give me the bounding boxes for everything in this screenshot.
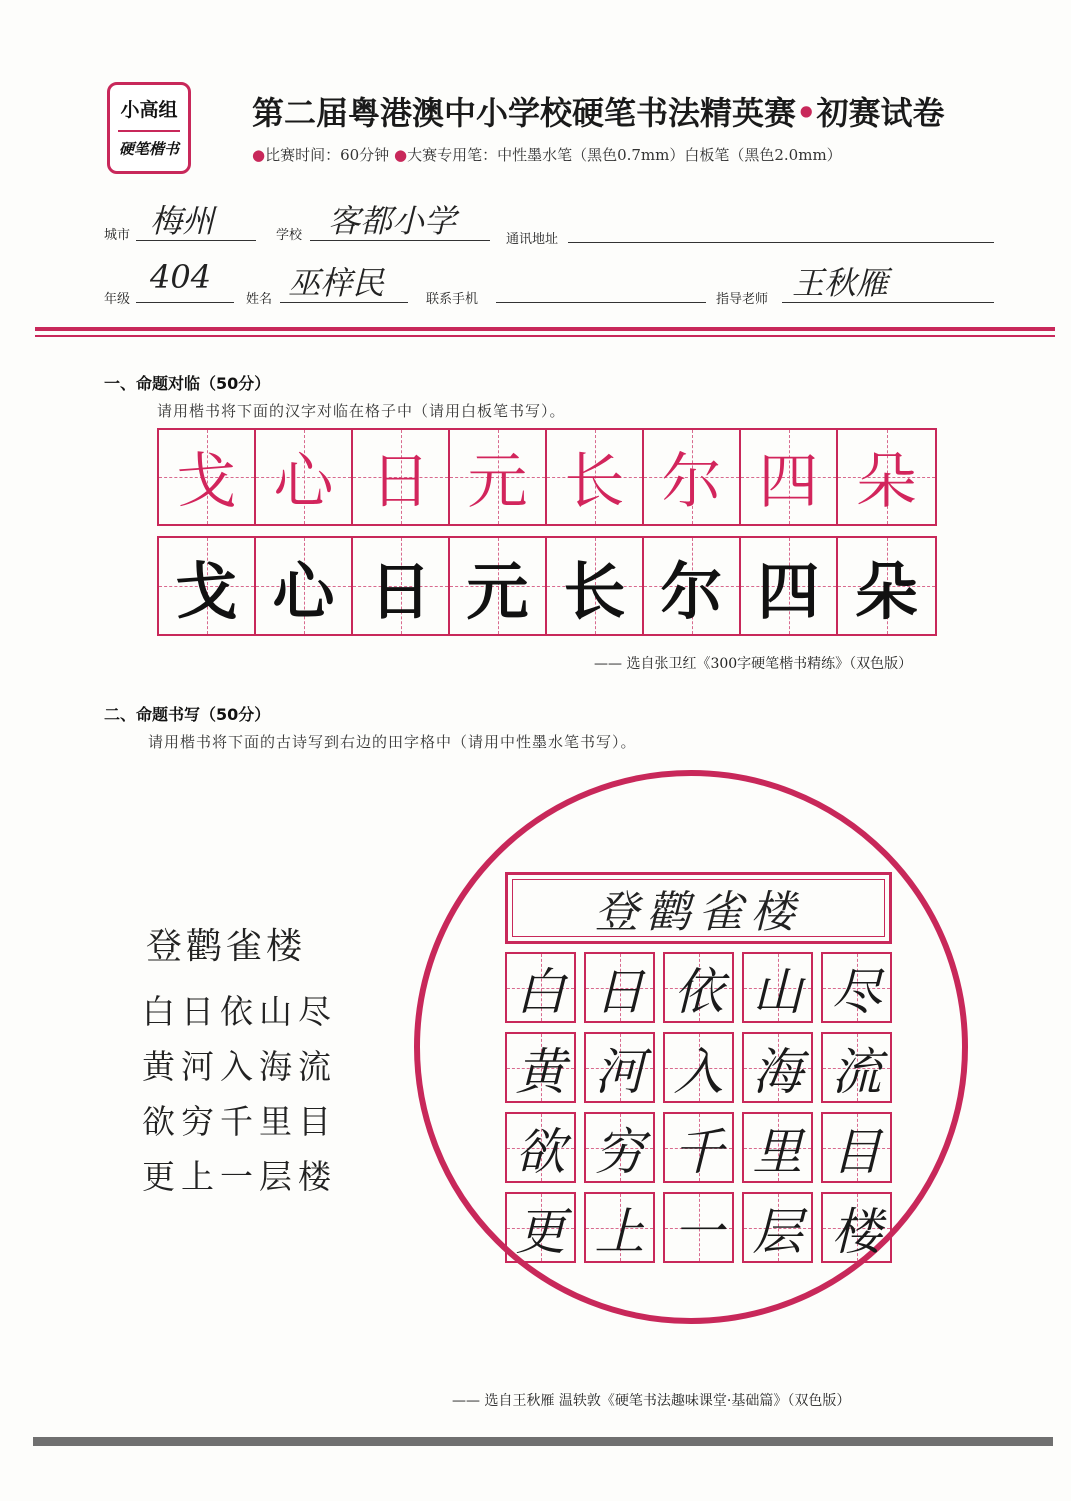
section1-instruction: 请用楷书将下面的汉字对临在格子中（请用白板笔书写）。 <box>157 402 566 420</box>
model-grid <box>157 428 937 526</box>
grid-row <box>505 1192 892 1263</box>
model-char: 尔 <box>661 447 722 517</box>
phone-field[interactable] <box>496 302 706 303</box>
model-char: 戈 <box>176 447 237 517</box>
phone-label: 联系手机 <box>426 292 479 307</box>
model-char: 四 <box>758 447 819 517</box>
written-char: 更 <box>515 1202 566 1261</box>
written-title: 登鹳雀楼 <box>512 879 885 937</box>
exam-subtitle <box>252 144 1012 165</box>
written-char: 朵 <box>855 554 918 628</box>
bullet-icon: ● <box>252 146 266 164</box>
written-char: 日 <box>369 554 432 628</box>
address-field[interactable] <box>568 242 994 243</box>
written-char: 依 <box>673 962 724 1021</box>
written-char: 里 <box>752 1122 803 1181</box>
name-field[interactable]: 巫梓民 <box>288 264 385 302</box>
grid-row <box>505 1032 892 1103</box>
section2-instruction: 请用楷书将下面的古诗写到右边的田字格中（请用中性墨水笔书写）。 <box>148 733 637 751</box>
grid-cell[interactable] <box>742 1032 813 1103</box>
grid-cell[interactable] <box>821 1112 892 1183</box>
grid-cell[interactable] <box>584 1192 655 1263</box>
grade-label: 年级 <box>104 292 131 307</box>
grid-cell[interactable] <box>584 1032 655 1103</box>
grade-field[interactable]: 404 <box>150 258 212 296</box>
title-main: 第二届粤港澳中小学校硬笔书法精英赛 <box>252 94 797 132</box>
grid-cell[interactable] <box>505 1192 576 1263</box>
title-dot: • <box>796 94 817 132</box>
footer-bar <box>33 1437 1053 1446</box>
city-field[interactable]: 梅州 <box>150 202 215 240</box>
model-cell <box>741 430 838 524</box>
poem-line: 欲穷千里目 <box>142 1102 337 1141</box>
name-label: 姓名 <box>246 292 273 307</box>
grid-cell[interactable] <box>821 1192 892 1263</box>
written-char: 戈 <box>175 554 238 628</box>
written-char: 尽 <box>831 962 882 1021</box>
title-tail: 初赛试卷 <box>816 94 945 132</box>
model-cell <box>353 430 450 524</box>
group-badge <box>107 82 191 174</box>
written-char: 流 <box>831 1042 882 1101</box>
copy-cell[interactable] <box>353 538 450 634</box>
copy-cell[interactable] <box>741 538 838 634</box>
written-char: 山 <box>752 962 803 1021</box>
badge-group-label: 小高组 <box>120 99 178 121</box>
written-char: 穷 <box>594 1122 645 1181</box>
written-char: 四 <box>757 554 820 628</box>
grid-cell[interactable] <box>505 952 576 1023</box>
poem-line: 白日依山尽 <box>142 992 337 1031</box>
writing-grid[interactable] <box>505 952 892 1272</box>
grid-cell[interactable] <box>742 1192 813 1263</box>
model-cell <box>256 430 353 524</box>
header-divider-thin <box>35 335 1055 337</box>
written-char: 河 <box>594 1042 645 1101</box>
page-title <box>252 88 1032 134</box>
copy-cell[interactable] <box>644 538 741 634</box>
model-cell <box>159 430 256 524</box>
section2-heading: 二、命题书写（50分） <box>104 705 271 724</box>
subtitle-time: 比赛时间：60分钟 <box>265 146 390 164</box>
copy-cell[interactable] <box>159 538 256 634</box>
written-char: 心 <box>272 554 335 628</box>
city-label: 城市 <box>104 228 131 243</box>
bullet-icon: ● <box>393 146 408 164</box>
grid-cell[interactable] <box>742 952 813 1023</box>
written-char: 长 <box>563 554 626 628</box>
copy-cell[interactable] <box>450 538 547 634</box>
model-cell <box>838 430 935 524</box>
written-char: 海 <box>752 1042 803 1101</box>
written-char: 元 <box>466 554 529 628</box>
grid-cell[interactable] <box>584 952 655 1023</box>
school-label: 学校 <box>276 228 303 243</box>
section1-source: —— 选自张卫红《300字硬笔楷书精练》（双色版） <box>594 656 913 672</box>
grid-cell[interactable] <box>505 1032 576 1103</box>
grid-cell[interactable] <box>505 1112 576 1183</box>
model-char: 日 <box>370 447 431 517</box>
poem-title: 登鹳雀楼 <box>146 926 307 967</box>
teacher-label: 指导老师 <box>716 292 769 307</box>
written-char: 黄 <box>515 1042 566 1101</box>
written-char: 日 <box>594 962 645 1021</box>
grid-row <box>505 1112 892 1183</box>
model-cell <box>644 430 741 524</box>
written-char: 楼 <box>831 1202 882 1261</box>
written-char: 目 <box>831 1122 882 1181</box>
copy-cell[interactable] <box>547 538 644 634</box>
badge-category-label: 硬笔楷书 <box>118 140 179 158</box>
poem-line: 黄河入海流 <box>142 1047 337 1086</box>
written-char: 层 <box>752 1202 803 1261</box>
grid-cell[interactable] <box>821 1032 892 1103</box>
written-char: 入 <box>673 1042 724 1101</box>
copy-cell[interactable] <box>838 538 935 634</box>
grid-cell[interactable] <box>821 952 892 1023</box>
poem-line: 更上一层楼 <box>142 1157 337 1196</box>
written-char: 欲 <box>515 1122 566 1181</box>
grid-cell[interactable] <box>663 952 734 1023</box>
copy-grid[interactable] <box>157 536 937 636</box>
teacher-field[interactable]: 王秋雁 <box>792 264 889 302</box>
model-char: 元 <box>467 447 528 517</box>
grid-cell[interactable] <box>742 1112 813 1183</box>
model-char: 长 <box>564 447 625 517</box>
model-cell <box>547 430 644 524</box>
model-char: 心 <box>273 447 334 517</box>
badge-divider <box>118 130 180 132</box>
model-char: 朵 <box>856 447 917 517</box>
model-cell <box>450 430 547 524</box>
section2-source: —— 选自王秋雁 温轶敦《硬笔书法趣味课堂·基础篇》（双色版） <box>452 1393 851 1409</box>
header-divider-thick <box>35 327 1055 331</box>
grid-cell[interactable] <box>663 1032 734 1103</box>
written-char: 白 <box>515 962 566 1021</box>
written-char: 尔 <box>660 554 723 628</box>
written-title-box[interactable] <box>505 872 892 944</box>
school-field[interactable]: 客都小学 <box>328 202 457 240</box>
section1-heading: 一、命题对临（50分） <box>104 374 271 393</box>
grade-line <box>136 302 234 303</box>
written-char: 千 <box>673 1122 724 1181</box>
written-char: 上 <box>594 1202 645 1261</box>
subtitle-pens: 大赛专用笔：中性墨水笔（黑色0.7mm）白板笔（黑色2.0mm） <box>407 146 842 164</box>
grid-cell[interactable] <box>663 1192 734 1263</box>
address-label: 通讯地址 <box>506 232 559 247</box>
grid-cell[interactable] <box>663 1112 734 1183</box>
grid-row <box>505 952 892 1023</box>
written-char: 一 <box>673 1202 724 1261</box>
grid-cell[interactable] <box>584 1112 655 1183</box>
copy-cell[interactable] <box>256 538 353 634</box>
